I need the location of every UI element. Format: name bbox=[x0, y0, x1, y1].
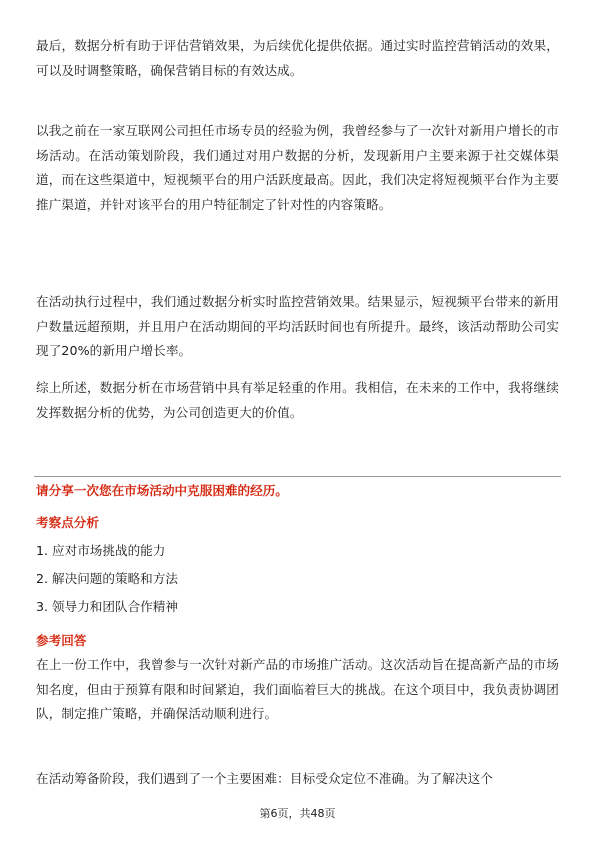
answer-heading: 参考回答 bbox=[36, 633, 87, 648]
paragraph-execution: 在活动执行过程中，我们通过数据分析实时监控营销效果。结果显示，短视频平台带来的新用户数量远超预期，并且用户在活动期间的平均活跃时间也有所提升。最终，该活动帮助公司实现了20%的新用户增长率。 bbox=[36, 294, 559, 358]
paragraph-summary: 综上所述，数据分析在市场营销中具有举足轻重的作用。我相信，在未来的工作中，我将继续发挥数据分析的优势，为公司创造更大的价值。 bbox=[36, 380, 559, 420]
analysis-item: 1. 应对市场挑战的能力 bbox=[36, 543, 166, 558]
paragraph-experience: 以我之前在一家互联网公司担任市场专员的经验为例，我曾经参与了一次针对新用户增长的市场活动。在活动策划阶段，我们通过对用户数据的分析，发现新用户主要来源于社交媒体渠道，而在这些渠道中，短视频平台的用户活跃度最高。因此，我们决定将短视频平台作为主要推广渠道，并针对该平台的用户特征制定了针对性的内容策略。 bbox=[36, 123, 559, 212]
section-divider bbox=[34, 476, 561, 477]
answer-paragraph: 在上一份工作中，我曾参与一次针对新产品的市场推广活动。这次活动旨在提高新产品的市场知名度，但由于预算有限和时间紧迫，我们面临着巨大的挑战。在这个项目中，我负责协调团队，制定推广策略，并确保活动顺利进行。 bbox=[36, 657, 559, 721]
analysis-item: 3. 领导力和团队合作精神 bbox=[36, 599, 178, 614]
analysis-item: 2. 解决问题的策略和方法 bbox=[36, 571, 178, 586]
paragraph-evaluation: 最后，数据分析有助于评估营销效果，为后续优化提供依据。通过实时监控营销活动的效果，可以及时调整策略，确保营销目标的有效达成。 bbox=[36, 38, 559, 78]
answer-paragraph: 在活动筹备阶段，我们遇到了一个主要困难：目标受众定位不准确。为了解决这个 bbox=[36, 771, 493, 786]
page-number: 第6页，共48页 bbox=[259, 807, 336, 820]
question-title: 请分享一次您在市场活动中克服困难的经历。 bbox=[36, 483, 288, 498]
analysis-heading: 考察点分析 bbox=[36, 515, 99, 530]
